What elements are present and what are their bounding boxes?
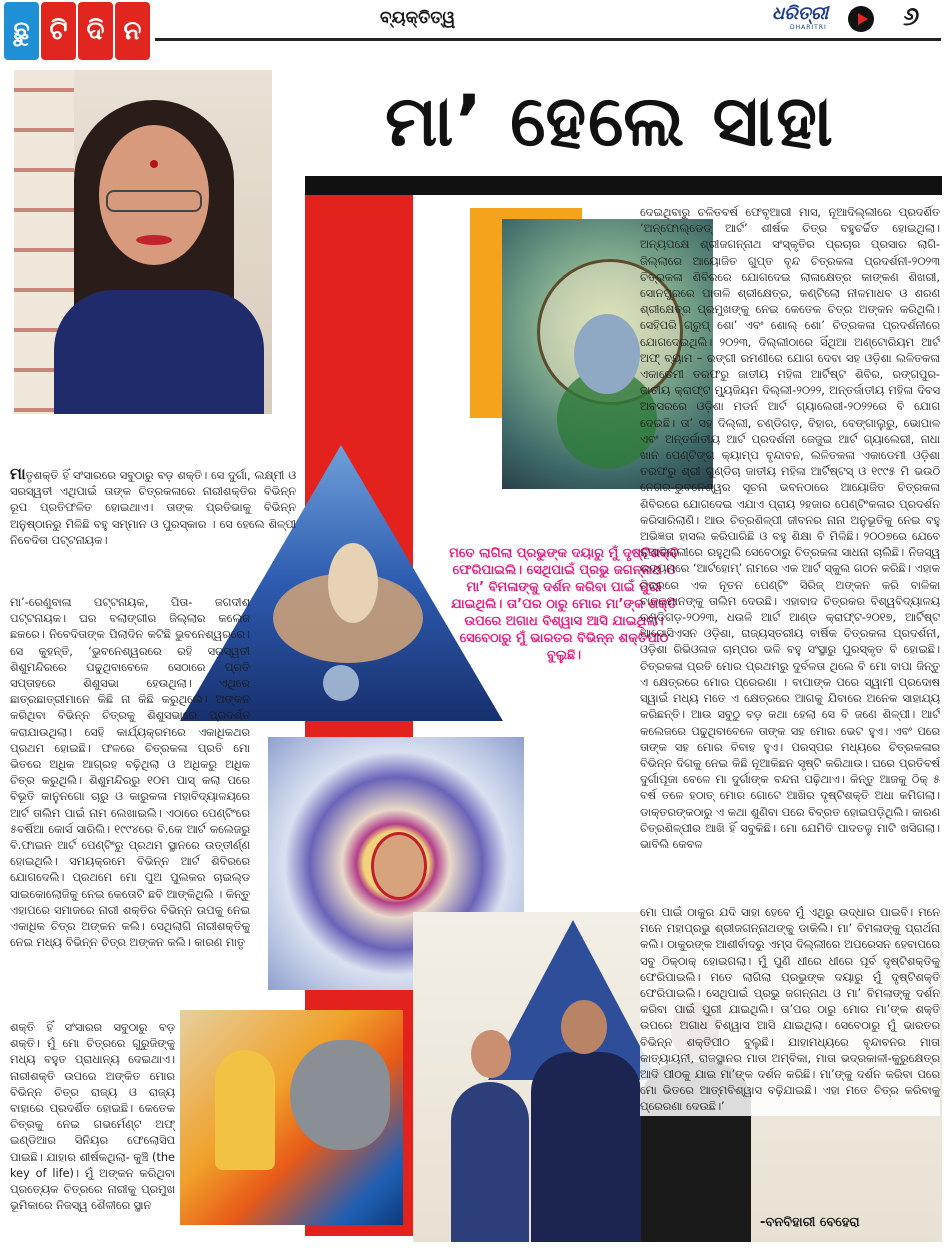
masthead	[4, 2, 150, 60]
pull-quote: ମତେ ଲାଗିଲା ପ୍ରଭୁଙ୍କ ଦୟାରୁ ମୁଁ ଦୃଷ୍ଟିଶକ୍ତି ଫେରିପାଇଲି। ସେଥିପାଇଁ ପ୍ରଭୁ ଜଗନ୍ନାଥ ଓ ମା’ ବିମଳାଙ୍କୁ ଦର୍ଶନ କରିବା ପାଇଁ ପୁରୀ ଯାଇଥିଲି। ତା’ପର ଠାରୁ ମୋର ମା’ଙ୍କ ଶକ୍ତି ଉପରେ ଅଗାଧ ବିଶ୍ୱାସ ଆସି ଯାଇଥିଲା। ସେବେଠାରୁ ମୁଁ ଭାରତର ବିଭିନ୍ନ ଶକ୍ତିପୀଠ ବୁଲୁଛି।	[449, 546, 679, 663]
masthead-letter: ଟି	[41, 2, 76, 60]
article-left-continued: ଶକ୍ତି ହିଁ ସଂସାରର ସବୁଠାରୁ ବଡ଼ ଶକ୍ତି। ମୁଁ ମୋ ଚିତ୍ରରେ ଗୁରୁଜିଙ୍କୁ ମଧ୍ୟ ବହୁତ ପ୍ରାଧାନ୍ୟ ଦେଇଥାଏ। ନାରୀଶକ୍ତି ଉପରେ ଅଙ୍କିତ ମୋର ବିଭିନ୍ନ ଚିତ୍ର ରାଜ୍ୟ ଓ ରାଜ୍ୟ ବାହାରେ ପ୍ରଦର୍ଶିତ ହୋଇଛି। କେତେକ ଚିତ୍ରକୁ ନେଇ ଗଭର୍ମେଣ୍ଟ ଅଫ୍ ଇଣ୍ଡିଆର ସିନିୟର ଫେଲୋସିପ ପାଇଛି। ଯାହାର ଶୀର୍ଷକଥିଲା- କୁଞ୍ଚି (the key of life)। ମୁଁ ଅଙ୍କନ କରିଥିବା ପ୍ରତ୍ୟେକ ଚିତ୍ରରେ ନାରୀକୁ ପ୍ରମୁଖ ଭୂମିକାରେ ନିଜସ୍ୱ ଶୈଳୀରେ ସ୍ଥାନ	[10, 1021, 175, 1213]
masthead-letter: ଛୁ	[4, 2, 39, 60]
black-title-bar	[305, 176, 942, 195]
header-rule	[155, 38, 941, 41]
painting-goddess-elephant	[180, 1010, 403, 1225]
article-right-continued: ମୋ ପାଇଁ ଠାକୁର ଯଦି ସାହା ହେବେ ମୁଁ ଏଥିରୁ ଉଦ୍ଧାର ପାଇବି। ମନେ ମନେ ମହାପ୍ରଭୁ ଶ୍ରୀଜଗନ୍ନାଥଙ୍କୁ ଡାକିଲି। ମା’ ବିମଳାଙ୍କୁ ପ୍ରାର୍ଥନା କଲି। ଠାକୁରଙ୍କ ଆଶୀର୍ବାଦରୁ ଏମ୍ସ ଦିଲ୍ଲୀରେ ଅପରେସନ ହେବାପରେ ସବୁ ଠିକ୍‌ଠାକ୍ ହୋଇଗଲା। ମୁଁ ପୁଣି ଧୀରେ ଧୀରେ ପୂର୍ବ ଦୃଷ୍ଟିଶକ୍ତିକୁ ଫେରିପାଇଲି। ମତେ ଲାଗିଲା ପ୍ରଭୁଙ୍କ ଦୟାରୁ ମୁଁ ଦୃଷ୍ଟିଶକ୍ତି ଫେରିପାଇଲି। ସେଥିପାଇଁ ପ୍ରଭୁ ଜଗନ୍ନାଥ ଓ ମା’ ବିମଳାଙ୍କୁ ଦର୍ଶନ କରିବା ପାଇଁ ପୁରୀ ଯାଇଥିଲି। ତା’ପର ଠାରୁ ମୋର ମା’ଙ୍କ ଶକ୍ତି ଉପରେ ଅଗାଧ ବିଶ୍ୱାସ ଆସି ଯାଇଥିଲା। ସେବେଠାରୁ ମୁଁ ଭାରତର ବିଭିନ୍ନ ଶକ୍ତିପୀଠ ବୁଲୁଛି। ଯାହାମଧ୍ୟରେ ବୃନ୍ଦାବନର ମାତା କାତ୍ୟାୟନୀ, ରାଜସ୍ଥାନର ମାତା ଅମ୍ବିକା, ମାତା ଭଦ୍ରକାଳୀ-କୁରୁକ୍ଷେତ୍ର ଆଦି ପୀଠକୁ ଯାଇ ମା’ଙ୍କ ଦର୍ଶନ କରିଛି। ମା’ଙ୍କୁ ଦର୍ଶନ କରିବା ପରେ ମୋ ଭିତରେ ଆତ୍ମବିଶ୍ୱାସ ବଢ଼ିଯାଇଛି। ଏହା ମତେ ଚିତ୍ର କରିବାକୁ ପ୍ରେରଣା ଦେଉଛି।’	[640, 905, 940, 1116]
artist-portrait	[14, 70, 272, 414]
article-title: ମା’ ହେଲେ ସାହା	[385, 80, 835, 162]
masthead-letter: ଦି	[78, 2, 113, 60]
section-label: ବ୍ୟକ୍ତିତ୍ୱ	[380, 8, 456, 28]
play-icon	[848, 6, 874, 32]
dropcap: ମା	[10, 466, 26, 483]
brand-logo: ଧରିତ୍ରୀ	[772, 3, 829, 24]
article-right-body: ଦେଇଥିବାରୁ ଚଳିତବର୍ଷ ଫେବୃଆରୀ ମାସ, ନୂଆଦିଲ୍ଲୀରେ ପ୍ରଦର୍ଶିତ ‘ଅନ୍‌ଫୋଲ୍‌ଡେଡ୍ ଆର୍ଟ’ ଶୀର୍ଷକ ଚିତ୍ର ବହୁଚର୍ଚ୍ଚିତ ହୋଇଥିଲା। ଅନ୍ୟପକ୍ଷେ ଶ୍ରୀଜଗନ୍ନାଥ ସଂସ୍କୃତିର ପ୍ରଚାର ପ୍ରସାର ଲାଗି-ଜିଲ୍ଲାରେ ଆୟୋଜିତ ଗୁପ୍ତ ବୃନ୍ଦ ଚିତ୍ରକଳା ପ୍ରଦର୍ଶନୀ-୨୦୨୩ ଚିତ୍ରକଳା ଶିବିରରେ ଯୋଗଦେଇ ଲାଳାକ୍ଷେତ୍ର କାଙ୍କଣ ଶିଖରୀ, ସୋନପୁରରେ ପାତାଳି ଶ୍ରୀକ୍ଷେତ୍ର, କଣ୍ଟିଲୋ ନୀଳମାଧବ ଓ ଶରଣ ଶ୍ରୀକ୍ଷେତ୍ର ପ୍ରମୁଖଙ୍କୁ ନେଇ କେତେକ ଚିତ୍ର ଅଙ୍କନ କରିଥିଲି। ସେହିପରି ଗ୍ରୁପ୍ ଶୋ’ ଏବଂ ଶୋଲ୍ ଶୋ’ ଚିତ୍ରକଳା ପ୍ରଦର୍ଶନୀରେ ଯୋଗଦେଇଥିଲି। ୨୦୨୩, ଦିଲ୍ଲୀଠାରେ ସିଁଥିଆ ଅଣ୍ଟୋରିୟମ ଆର୍ଟ ଅଫ୍ ବ୍ୟାମ – ରଙ୍ଗୀ ରମଣୀରେ ଯୋଗ ଦେବା ସହ ଓଡ଼ିଶା ଲଳିତକଳା ଏକାଡେମୀ ତରଫରୁ ଜାତୀୟ ମହିଳା ଆର୍ଟିଷ୍ଟ ଶିବିର, ରଙ୍ଗପୁର- ଜାତୀୟ କ୍ରାଫ୍ଟ ମ୍ୟୁଜିୟମ ଦିଲ୍ଲୀ-୨୦୨୨, ଅନ୍ତର୍ଜାତୀୟ ମହିଳା ଦିବସ ଅବସରରେ ଓଡ଼ିଶା ମଡର୍ନ ଆର୍ଟ ଗ୍ୟାଲେରୀ-୨୦୨୨ରେ ବି ଯୋଗ ଦେଇଛି। ତା’ ସହ ଦିଲ୍ଲୀ, ଚଣ୍ଡିଗଡ଼, ବିହାର, ବେଙ୍ଗାଲୁରୁ, ଭୋପାଳ ଏବଂ ଅନ୍ତର୍ଜାତୀୟ ଆର୍ଟ ପ୍ରଦର୍ଶନୀ ଜେଜୁଇ ଆର୍ଟ ଗ୍ୟାଲେରୀ, ନାଧା ଖାନ ପେଣ୍ଟିଙ୍ଗ କ୍ୟାମ୍ପ ବୃନ୍ଦାବନ, ଲଳିତକଳା ଏକାଡେମୀ ଓଡ଼ିଶା ତରଫରୁ ଶ୍ରୀ ଗୁଣ୍ଡିଚା ଜାତୀୟ ମହିଳା ଆର୍ଟିଷ୍ଟସ୍ ଓ ୧୯୯୫ ମି ଭଉଠି ନେଗର-ଭୁବନେଶ୍ୱର ସୂଚନା ଭବନଠାରେ ଆୟୋଜିତ ଚିତ୍ରକଳା ଶିବିରରେ ଯୋଗଦେଇ ଏଯାଏ ପ୍ରାୟ ୨ହଜାର ପେଣ୍ଟିଂକଳାର ପ୍ରଦର୍ଶନ କରିସାରିଲାଣି। ଆଉ ଚିତ୍ରଶିଳ୍ପୀ ଜୀବନର ନାନା ଅନୁଭୂତିକୁ ନେଇ ବହୁ ଅଭିଜ୍ଞତା ହାସଲ କରିପାରିଛି ଓ ବହୁ ଶିକ୍ଷା ବି ମିଳିଛି। ୨୦୦୭ରେ ଯେବେ ନୂଆଦିଲ୍ଲୀରେ ରହୁଥିଲି ସେବେଠାରୁ ଚିତ୍ରକଳା ସାଧନା ଚାଲିଛି। ନିଜସ୍ୱ ଉଦ୍ୟମରେ ‘ଆର୍ଟହୋମ୍’ ନାମରେ ଏକ ଆର୍ଟ ସ୍କୁଲ ଗଠନ କରିଛି। ଏହାକ ଚିତ୍ରରେ ଏକ ନୂତନ ପେଣ୍ଟିଂ ସିରିଜ୍ ଅଙ୍କନ କରି ବାଳିକା ବାଳକମାନଙ୍କୁ ତାଲିମ ଦେଉଛି। ଏହାବାଦ ଚିତ୍ରକର ବିଶ୍ୱବିଦ୍ୟାଳୟ ଚଣ୍ଡିଗଡ଼-୨୦୨୩, ଧଉଳି ଆର୍ଟ ଆଣ୍ଡ କ୍ରାଫ୍ଟ-୨୦୧୭, ଆର୍ଟିଷ୍ଟ ଆସୋସିଏସନ ଓଡ଼ିଶା, ରାଜ୍ୟସ୍ତରୀୟ ବାର୍ଷିକ ଚିତ୍ରକଳା ପ୍ରଦର୍ଶନୀ, ଓଡ଼ିଶା ରିଭିଓଳାଳ ଚାମ୍ପର ଭଳି ବହୁ ସଂସ୍ଥାରୁ ପୁରସ୍କୃତ ବି ହୋଇଛି। ଚିତ୍ରକଳା ପ୍ରତି ମୋର ପ୍ରଥମରୁ ଦୁର୍ବଳତା ଥିଲେ ବି ମୋ ବାପା ଜିନ୍ତୁ ଏ କ୍ଷେତ୍ରରେ ମୋର ପ୍ରେରଣା । ବାପାଙ୍କ ପରେ ସ୍ୱାମୀ ପ୍ରଦୋଷ ସ୍ୱାଇଁ ମଧ୍ୟ ମତେ ଏ କ୍ଷେତ୍ରରେ ଆଗକୁ ଯିବାରେ ଅନେକ ସାହାଯ୍ୟ କରିଛନ୍ତି। ଆଉ ସବୁଠୁ ବଡ଼ କଥା ହେଲା ସେ ବି ଜଣେ ଶିଳ୍ପୀ। ଆର୍ଟ କଲେଜରେ ପଢୁଥିବାବେଳେ ତାଙ୍କ ସହ ମୋର ଭେଟ ହୁଏ। ଏବଂ ପରେ ତାଙ୍କ ସହ ମୋର ବିବାହ ହୁଏ। ପରସ୍ପର ମଧ୍ୟରେ ଚିତ୍ରକଳାର ବିଭିନ୍ନ ଦିଗକୁ ନେଇ କିଛି ନୂଆକିଛନ ସୃଷ୍ଟି କରିଥାଉ। ଘରେ ପ୍ରତିବର୍ଷ ଦୁର୍ଗାପୂଜା ବେଳେ ମା ଦୁର୍ଗାଙ୍କ ବନ୍ଦନା ପଢ଼ିଥାଏ। କିନ୍ତୁ ଆଜକୁ ଠିକ୍ ୫ ବର୍ଷ ତଳେ ହଠାତ୍ ମୋର ଗୋଟେ ଆଖିର ଦୃଷ୍ଟିଶକ୍ତି ଅଧା କମିଗଲା। ଡାକ୍ତରଙ୍କଠାରୁ ଏ କଥା ଶୁଣିବା ପରେ ବିବ୍ରତ ହୋଇପଡ଼ିଥିଲି। କାରଣ ଚିତ୍ରଶିଳ୍ପୀର ଆଖି ହିଁ ସବୁକିଛି। ମୋ ଯେମିତି ପାଦତଳୁ ମାଟି ଖସିଗଲା। ଭାବିଲି କେବଳ	[640, 206, 940, 851]
article-intro	[10, 466, 296, 549]
byline: -ବନବିହାରୀ ବେହେରା	[760, 1215, 860, 1230]
brand-subtitle: DHARITRI	[790, 24, 827, 31]
article-left-body: ମା’-ରେଣୁବାଳା ପଟ୍ଟନାୟକ, ପିତା- ଜଗଦୀଶ ପଟ୍ଟନାୟକ। ଘର ବଲାଙ୍ଗୀର ଜିଲ୍ଲାର କଲେଜ ଛକରେ। ନିବେଦିତାଙ୍କ ପିଲାଦିନ କଟିଛି ଭୁବନେଶ୍ୱରରେ। ସେ କୁହନ୍ତି, ‘ଭୁବନେଶ୍ୱରରେ ରହି ସରସ୍ୱତୀ ଶିଶୁମନ୍ଦିରରେ ପଢୁଥିବାବେଳେ ସେଠାରେ ପ୍ରତି ସପ୍ତାହରେ ଶିଶୁସଭା ହେଉଥିଲା। ଏଥିରେ ଛାତ୍ରଛାତ୍ରୀମାନେ କିଛି ନା କିଛି କରୁଥିଲେ। ଅଙ୍କନ କରିଥିବା ବିଭିନ୍ନ ଚିତ୍ରକୁ ଶିଶୁସଭାରେ ପ୍ରଦର୍ଶନ କରାଯାଉଥିଲା। ସେହି କାର୍ଯ୍ୟକ୍ରମରେ ଏକାଧିକଥର ପ୍ରଥମ ହୋଇଛି। ଫଳରେ ଚିତ୍ରକଳା ପ୍ରତି ମୋ ଭିତରେ ଅଧିକ ଆଗ୍ରହ ବଢ଼ିଥିଲା ଓ ଅଧିକରୁ ଅଧିକ ଚିତ୍ର କରୁଥିଲି। ଶିଶୁମନ୍ଦିରରୁ ୧୦ମ ପାସ୍ କଲା ପରେ ବିଭୂତି କାନୁନଗୋ ଚାରୁ ଓ କାରୁକଳା ମହାବିଦ୍ୟାଳୟରେ ଆର୍ଟ ତାଲିମ ପାଇଁ ନାମ ଲେଖାଇଲି। ଏଠାରେ ପେଣ୍ଟିଂରେ ୫ବର୍ଷିଆ କୋର୍ସ ସାରିଲି। ୧୯୯୪ରେ ବି.କେ ଆର୍ଟ କଲେଜରୁ ବି.ଫାଇନ ଆର୍ଟ ପେଣ୍ଟିଂରୁ ପ୍ରଥମ ସ୍ଥାନରେ ଉତ୍ତୀର୍ଣ୍ଣ ହୋଇଥିଲି। ସମୟକ୍ରମେ ବିଭିନ୍ନ ଆର୍ଟ ଶିବିରରେ ଯୋଗଦେଲି। ପ୍ରଥମେ ମୋ ପୁଅ ପୁଲକର ଚାଇଲ୍ଡ ସାଇକୋଲୋଜିକୁ ନେଇ କେତୋଟି ଛବି ଆଙ୍କିଥିଲି । କିନ୍ତୁ ଏହାପରେ ସମାଜରେ ନାରୀ ଶକ୍ତିର ବିଭିନ୍ନ ଉପକୁ ନେଇ ଏକାଧିକ ଚିତ୍ର ଅଙ୍କନ କଲି। ସେଥିଲାଗି ନାରୀଶକ୍ତିକୁ ନେଇ ମଧ୍ୟ ବିଭିନ୍ନ ଚିତ୍ର ଅଙ୍କନ କଲି। କାରଣ ମାତୃ	[10, 596, 250, 950]
intro-text: ତୃଶକ୍ତି ହିଁ ସଂସାରରେ ସବୁଠାରୁ ବଡ଼ ଶକ୍ତି। ସେ ଦୁର୍ଗା, ଲକ୍ଷ୍ମୀ ଓ ସରସ୍ୱତୀ ଏଥିପାଇଁ ତାଙ୍କ ଚିତ୍ରକଳାରେ ନାରୀଶକ୍ତିର ବିଭିନ୍ନ ରୂପ ପ୍ରତିଫଳିତ ହୋଇଥାଏ। ତାଙ୍କ ପ୍ରତିଭାକୁ ବିଭିନ୍ନ ଅନୁଷ୍ଠାନରୁ ମିଳିଛି ବହୁ ସମ୍ମାନ ଓ ପୁରସ୍କାର । ସେ ହେଲେ ଶିଳ୍ପୀ ନିବେଦିତା ପଟ୍ଟନାୟକ।	[10, 469, 296, 547]
masthead-letter: ନ	[115, 2, 150, 60]
page-number: ୬	[903, 2, 920, 32]
